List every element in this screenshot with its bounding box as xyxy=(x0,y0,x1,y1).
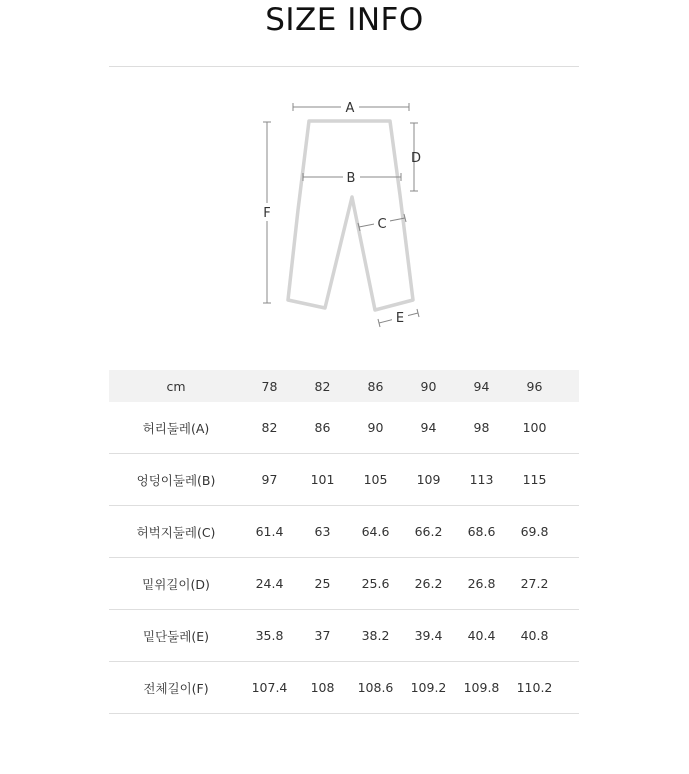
table-cell: 115 xyxy=(508,454,561,506)
table-cell: 38.2 xyxy=(349,610,402,662)
table-cell: 66.2 xyxy=(402,506,455,558)
table-cell: 110.2 xyxy=(508,662,561,714)
row-pad xyxy=(561,506,579,558)
table-cell: 94 xyxy=(402,402,455,454)
table-cell: 107.4 xyxy=(243,662,296,714)
row-pad xyxy=(561,454,579,506)
table-cell: 100 xyxy=(508,402,561,454)
size-header: 82 xyxy=(296,370,349,402)
label-d: D xyxy=(410,151,422,166)
row-label: 밑위길이(D) xyxy=(109,558,243,610)
pants-diagram xyxy=(0,0,689,370)
table-cell: 25 xyxy=(296,558,349,610)
row-pad xyxy=(561,558,579,610)
table-row xyxy=(109,454,579,506)
label-b: B xyxy=(346,171,356,186)
unit-header: cm xyxy=(109,370,243,402)
table-cell: 109.2 xyxy=(402,662,455,714)
size-header: 90 xyxy=(402,370,455,402)
row-label: 허리둘레(A) xyxy=(109,402,243,454)
table-row xyxy=(109,662,579,714)
table-cell: 101 xyxy=(296,454,349,506)
row-pad xyxy=(561,662,579,714)
table-cell: 40.8 xyxy=(508,610,561,662)
table-cell: 26.2 xyxy=(402,558,455,610)
row-pad xyxy=(561,610,579,662)
table-cell: 97 xyxy=(243,454,296,506)
row-label: 허벅지둘레(C) xyxy=(109,506,243,558)
table-cell: 82 xyxy=(243,402,296,454)
table-cell: 37 xyxy=(296,610,349,662)
row-label: 밑단둘레(E) xyxy=(109,610,243,662)
table-cell: 24.4 xyxy=(243,558,296,610)
table-cell: 35.8 xyxy=(243,610,296,662)
table-cell: 86 xyxy=(296,402,349,454)
table-cell: 105 xyxy=(349,454,402,506)
table-cell: 27.2 xyxy=(508,558,561,610)
table-cell: 25.6 xyxy=(349,558,402,610)
table-cell: 113 xyxy=(455,454,508,506)
table-cell: 40.4 xyxy=(455,610,508,662)
header-pad xyxy=(561,370,579,402)
table-cell: 108.6 xyxy=(349,662,402,714)
row-pad xyxy=(561,402,579,454)
table-cell: 108 xyxy=(296,662,349,714)
page-title: SIZE INFO xyxy=(265,2,424,38)
label-f: F xyxy=(263,206,271,221)
table-cell: 63 xyxy=(296,506,349,558)
size-header: 94 xyxy=(455,370,508,402)
table-cell: 109 xyxy=(402,454,455,506)
table-cell: 61.4 xyxy=(243,506,296,558)
label-e: E xyxy=(395,311,405,326)
label-a: A xyxy=(345,101,355,116)
table-cell: 26.8 xyxy=(455,558,508,610)
table-row xyxy=(109,610,579,662)
table-cell: 90 xyxy=(349,402,402,454)
size-header-row xyxy=(109,370,579,402)
table-cell: 64.6 xyxy=(349,506,402,558)
table-row xyxy=(109,402,579,454)
table-row xyxy=(109,506,579,558)
size-header: 78 xyxy=(243,370,296,402)
label-c: C xyxy=(377,217,387,232)
size-header: 96 xyxy=(508,370,561,402)
table-row xyxy=(109,558,579,610)
table-cell: 109.8 xyxy=(455,662,508,714)
table-cell: 39.4 xyxy=(402,610,455,662)
size-table xyxy=(109,370,579,714)
row-label: 엉덩이둘레(B) xyxy=(109,454,243,506)
pants-outline xyxy=(288,121,413,310)
size-header: 86 xyxy=(349,370,402,402)
table-cell: 68.6 xyxy=(455,506,508,558)
row-label: 전체길이(F) xyxy=(109,662,243,714)
table-cell: 98 xyxy=(455,402,508,454)
table-cell: 69.8 xyxy=(508,506,561,558)
